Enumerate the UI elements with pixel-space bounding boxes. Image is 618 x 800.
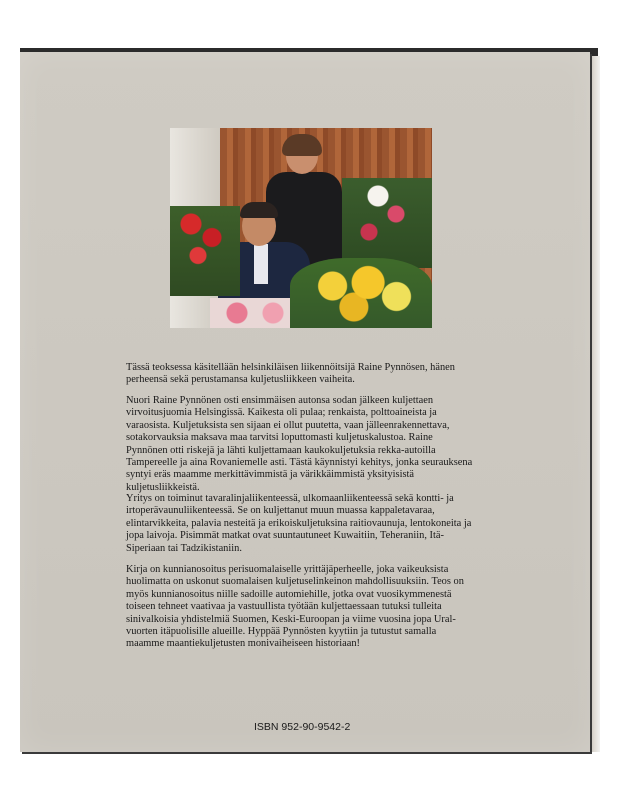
isbn-number: ISBN 952-90-9542-2 bbox=[254, 721, 351, 733]
photo-man-shirt bbox=[254, 244, 268, 284]
photo-flowers-right-top bbox=[342, 178, 432, 268]
book-back-cover bbox=[20, 52, 590, 752]
photo-flowers-yellow bbox=[290, 258, 432, 328]
history-paragraph: Nuori Raine Pynnönen osti ensimmäisen autonsa sodan jälkeen kuljettaen virvoitusjuomia Helsingissä. Kaikesta oli pulaa; renkaista, polttoaineista ja varaosista. Kuljetuksista sen sijaan ei ollut puutetta, vaan jälleenrakennettava, sotakorvauksia maksava maa tarvitsi loputtomasti kuljetuskalustoa. Raine Pynnönen otti riskejä ja lähti kuljettamaan kaukokuljetuksia rekka-autoilla Tampereelle ja aina Rovaniemelle asti. Tästä käynnistyi kehitys, jonka seurauksena syntyi eräs maamme merkittävimmistä ja värikkäimmistä yksityisistä kuljetusliikkeistä. bbox=[126, 395, 473, 493]
photo-man-hair bbox=[240, 202, 278, 218]
tribute-paragraph: Kirja on kunnianosoitus perisuomalaiselle yrittäjäperheelle, joka vaikeuksista huolimatta on uskonut suomalaisen kuljetuselinkeinon mahdollisuuksiin. Teos on myös kunnianosoitus niille sadoille automiehille, jotka ovat vuosikymmenestä toiseen tehneet vaativaa ja vastuullista työtään kuljettaessaan tutuksi tulleita sinivalkoisia yhdistelmiä Suomen, Keski-Euroopan ja viime vuosina jopa Ural-vuorten itäpuolisille alueille. Hyppää Pynnösten kyytiin ja tutustut samalla maamme maantiekuljetusten monivaiheiseen historiaan! bbox=[126, 564, 464, 650]
photo-flowers-pink bbox=[210, 298, 300, 328]
company-paragraph: Yritys on toiminut tavaralinjaliikenteessä, ulkomaanliikenteessä sekä kontti- ja irtoperävaunuliikenteessä. Se on kuljettanut muun muassa kappaletavaraa, elintarvikkeita, palavia nesteitä ja erikoiskuljetuksina raitiovaunuja, lentokoneita ja jopa laivoja. Pisimmät matkat ovat suuntautuneet Kuwaitiin, Teheraniin, Itä-Siperiaan tai Tadzikistaniin. bbox=[126, 493, 472, 554]
intro-paragraph: Tässä teoksessa käsitellään helsinkiläisen liikennöitsijä Raine Pynnösen, hänen perheensä sekä perustamansa kuljetusliikkeen vaiheita. bbox=[126, 362, 455, 386]
photo-flowers-left bbox=[170, 206, 240, 296]
cover-photo bbox=[170, 128, 432, 328]
photo-woman-hair bbox=[282, 134, 322, 156]
